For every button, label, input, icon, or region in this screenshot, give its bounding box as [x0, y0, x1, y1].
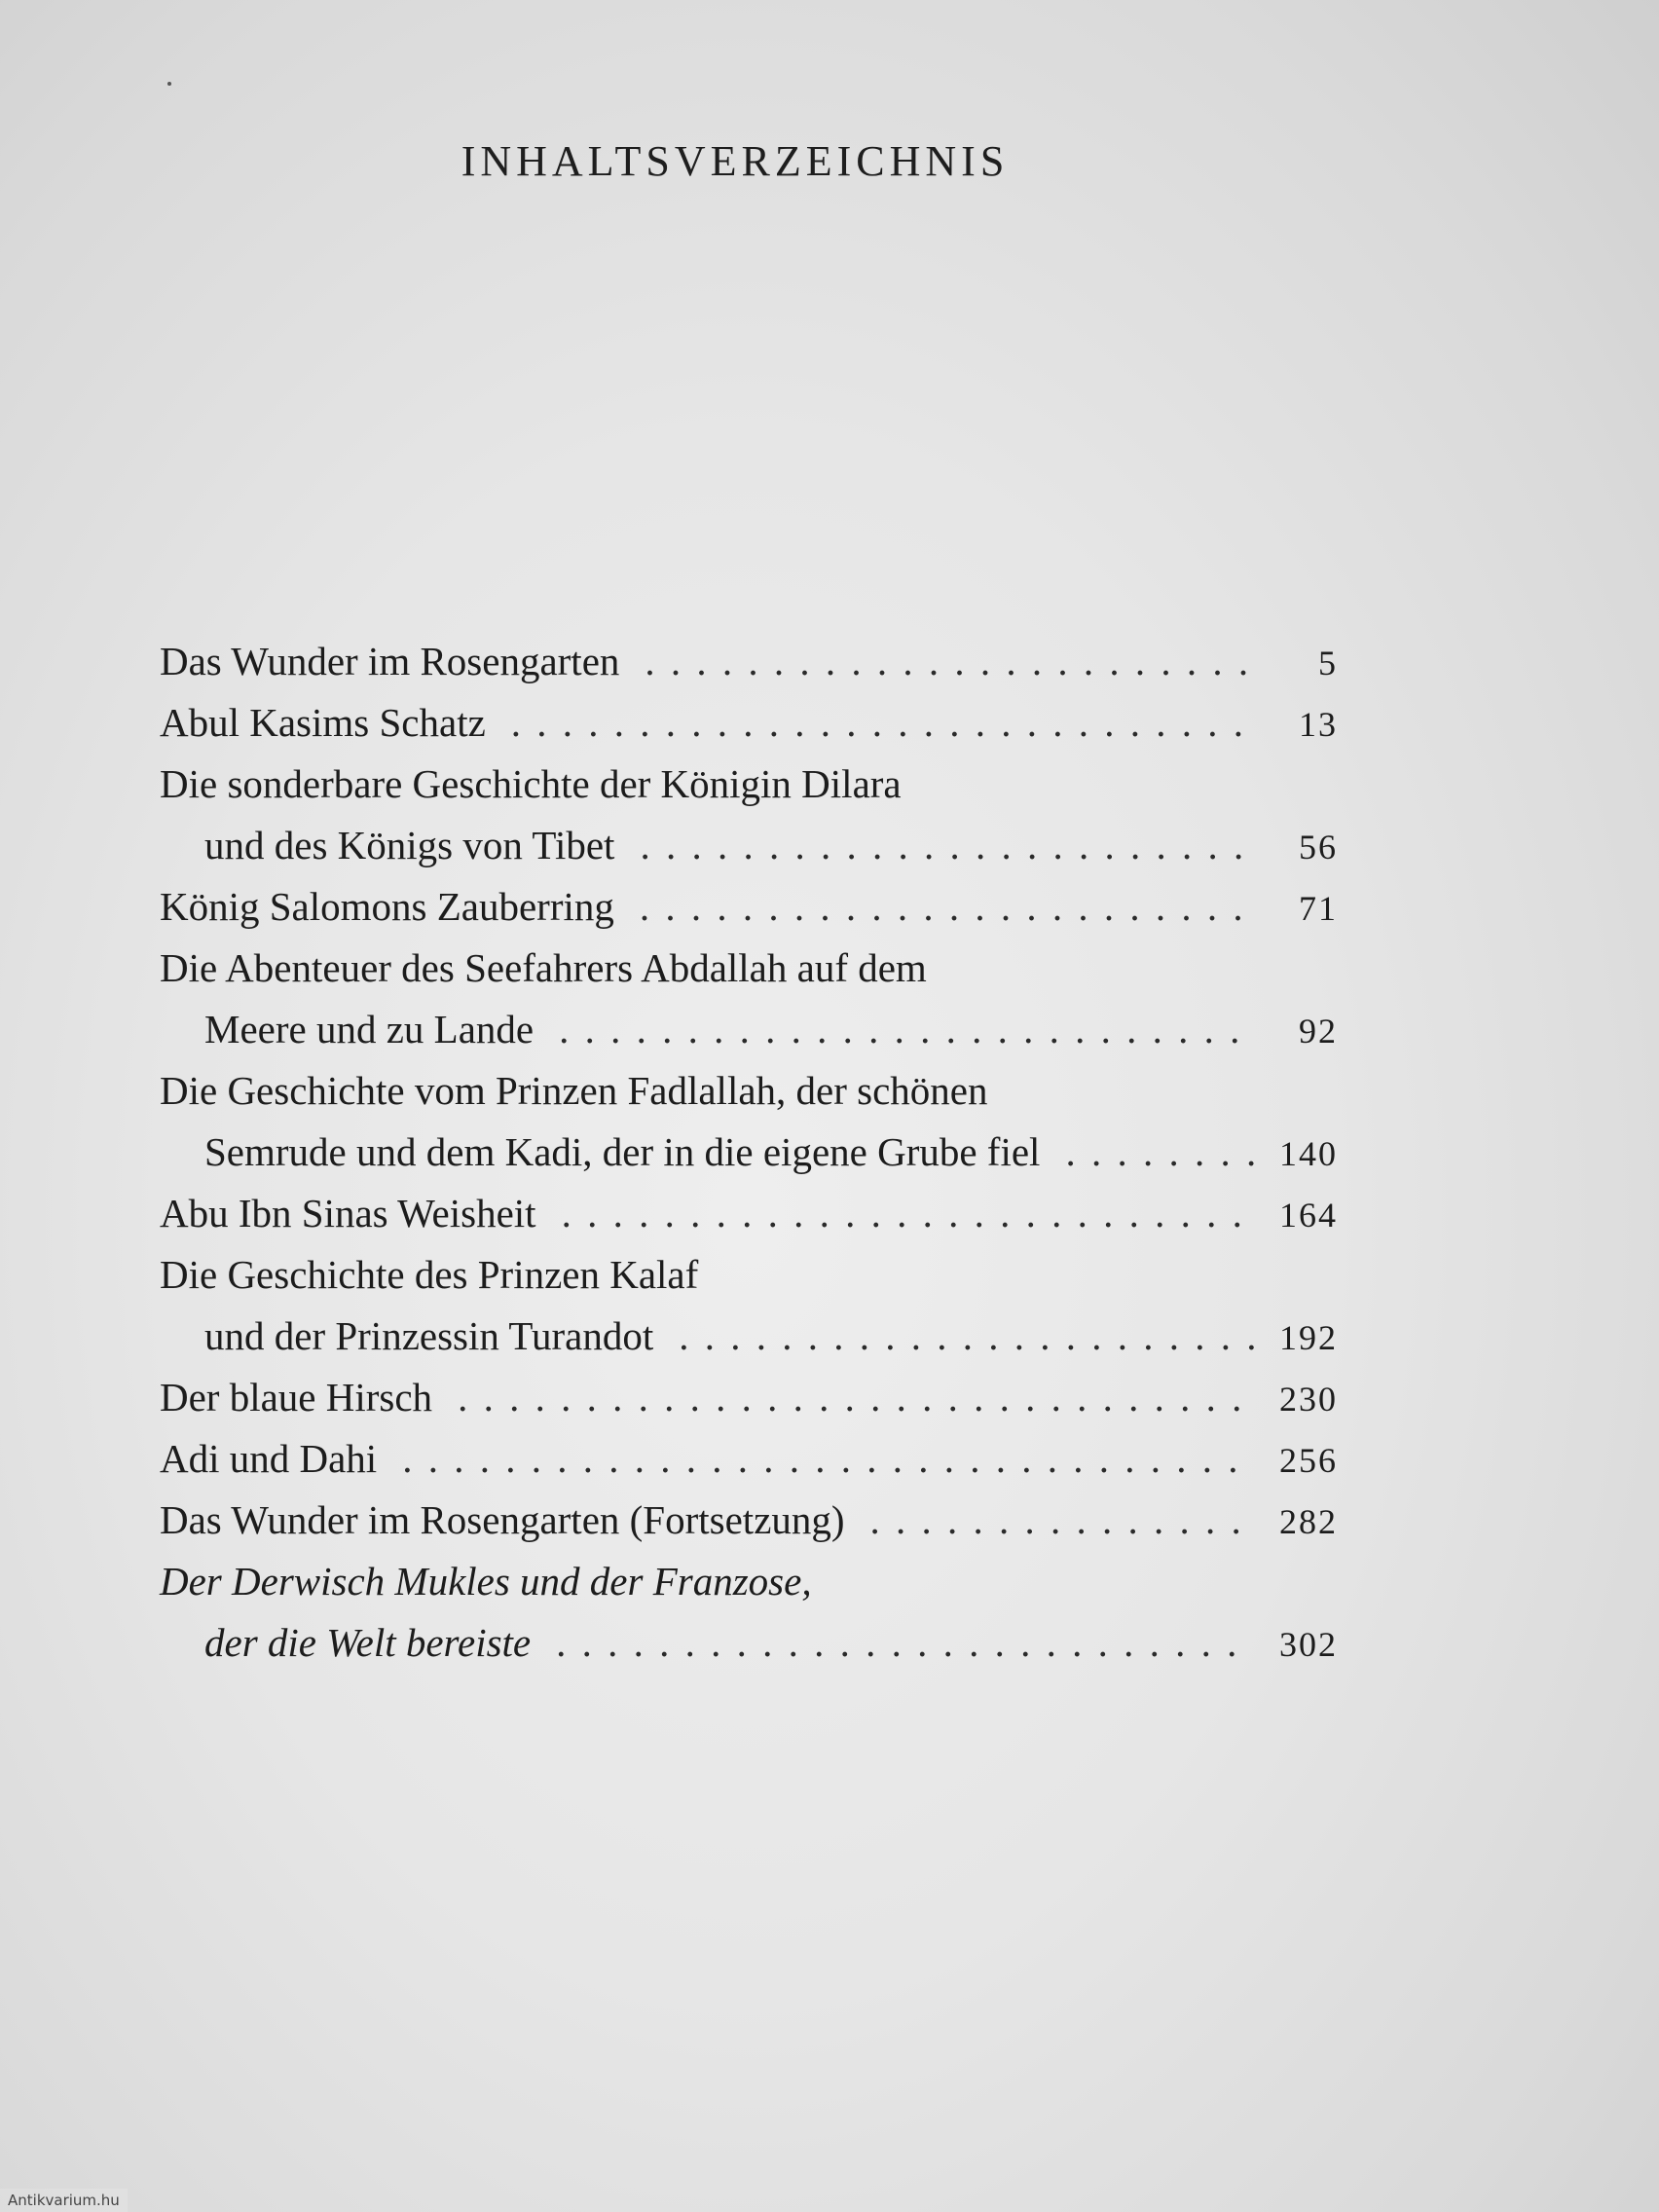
toc-page-number: 256 [1279, 1441, 1338, 1480]
toc-page-number: 5 [1318, 644, 1338, 682]
toc-entry-title: Semrude und dem Kadi, der in die eigene Grube fiel [204, 1129, 1041, 1174]
toc-page-number: 140 [1279, 1134, 1338, 1173]
toc-leader-dots [402, 1428, 1254, 1490]
toc-page-number: 71 [1299, 889, 1338, 928]
toc-leader-dots [458, 1367, 1254, 1428]
toc-entry-title: Adi und Dahi [160, 1436, 378, 1481]
toc-page-number: 282 [1279, 1502, 1338, 1541]
toc-entry-title: Die Geschichte des Prinzen Kalaf [160, 1252, 699, 1297]
toc-entry-title: Die sonderbare Geschichte der Königin Dilara [160, 761, 902, 806]
toc-entry-line [160, 876, 1338, 938]
toc-entry-line [160, 1367, 1338, 1428]
toc-entry-line [160, 754, 1338, 815]
toc-entry-line [160, 692, 1338, 754]
toc-leader-dots [640, 815, 1254, 876]
toc-entry-line [160, 631, 1338, 692]
toc-leader-dots [645, 631, 1254, 692]
toc-entry-title: König Salomons Zauberring [160, 884, 614, 929]
toc-entry-title: und der Prinzessin Turandot [204, 1313, 654, 1358]
toc-entry-title: Die Abenteuer des Seefahrers Abdallah auf dem [160, 945, 927, 990]
toc-entry-title: Das Wunder im Rosengarten [160, 639, 620, 683]
toc-leader-dots [679, 1306, 1254, 1367]
toc-leader-dots [559, 999, 1254, 1060]
toc-page-number: 13 [1299, 705, 1338, 744]
toc-entry-title: und des Königs von Tibet [204, 823, 615, 867]
toc-entry-line [160, 1612, 1338, 1674]
toc-entry-line [160, 1244, 1338, 1306]
page-title: INHALTSVERZEICHNIS [461, 137, 1010, 185]
toc-entry-title: Die Geschichte vom Prinzen Fadlallah, der schönen [160, 1068, 988, 1113]
toc-entry-line [160, 1183, 1338, 1244]
toc-entry-title: Der Derwisch Mukles und der Franzose, [160, 1559, 812, 1604]
toc-page-number: 230 [1279, 1380, 1338, 1419]
toc-page-number: 56 [1299, 828, 1338, 866]
toc-entry-title: der die Welt bereiste [204, 1620, 532, 1665]
toc-entry-title: Der blaue Hirsch [160, 1375, 433, 1419]
toc-page-number: 164 [1279, 1196, 1338, 1235]
toc-leader-dots [556, 1612, 1254, 1674]
toc-page-number: 192 [1279, 1318, 1338, 1357]
watermark-text: Antikvarium.hu [0, 2189, 128, 2212]
toc-entry-line [160, 1306, 1338, 1367]
toc-leader-dots [870, 1490, 1254, 1551]
toc-entry-line [160, 1551, 1338, 1612]
toc-entry-title: Abul Kasims Schatz [160, 700, 486, 745]
toc-entry-line [160, 999, 1338, 1060]
toc-leader-dots [562, 1183, 1254, 1244]
toc-entry-line [160, 1490, 1338, 1551]
toc-leader-dots [1065, 1122, 1254, 1183]
toc-entry-line [160, 1060, 1338, 1122]
toc-entry-title: Meere und zu Lande [204, 1007, 535, 1051]
toc-leader-dots [640, 876, 1254, 938]
table-of-contents [160, 631, 1338, 1674]
toc-entry-line [160, 815, 1338, 876]
toc-entry-title: Das Wunder im Rosengarten (Fortsetzung) [160, 1497, 845, 1542]
toc-entry-title: Abu Ibn Sinas Weisheit [160, 1191, 536, 1235]
toc-page-number: 92 [1299, 1012, 1338, 1051]
toc-leader-dots [511, 692, 1254, 754]
paper-speck [167, 82, 171, 86]
toc-page-number: 302 [1279, 1625, 1338, 1664]
toc-entry-line [160, 938, 1338, 999]
toc-entry-line [160, 1428, 1338, 1490]
toc-entry-line [160, 1122, 1338, 1183]
